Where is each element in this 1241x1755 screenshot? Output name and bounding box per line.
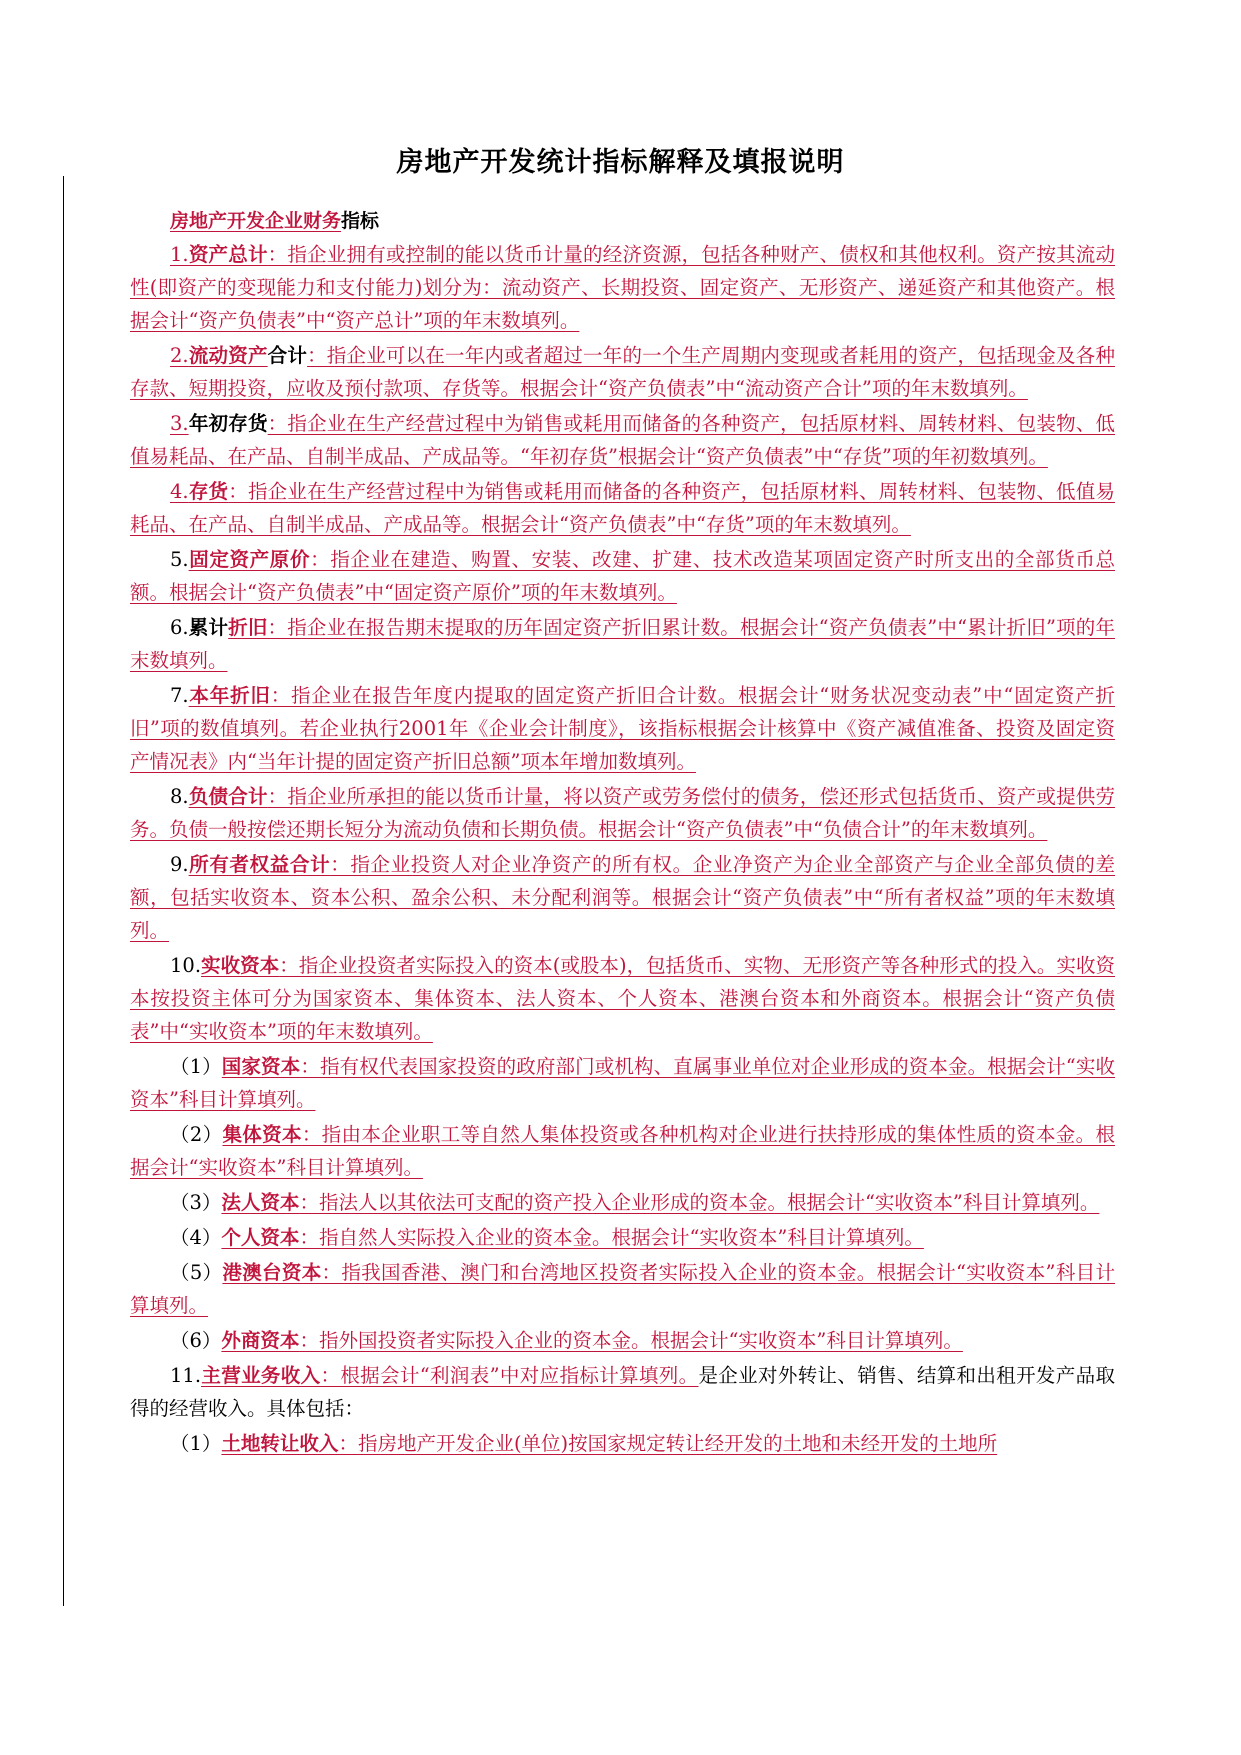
indicator-definition-plain: 是企业对外转让、销售、结算和出租开发产品取得的经营收入。具体包括： <box>130 1364 1115 1420</box>
document-title: 房地产开发统计指标解释及填报说明 <box>396 147 845 178</box>
sub-indicator-definition: ：指房地产开发企业(单位)按国家规定转让经开发的土地和未经开发的土地所 <box>338 1432 998 1455</box>
indicator-term: 资产总计 <box>188 243 268 266</box>
indicator-term-plain: 累计 <box>188 616 229 639</box>
indicator-definition: ：指企业投资人对企业净资产的所有权。企业净资产为企业全部资产与企业全部负债的差额，包括实收资本、资本公积、盈余公积、未分配利润等。根据会计“资产负债表”中“所有者权益”项的年末数填列。 <box>130 853 1115 942</box>
indicator-definition: ：指企业在报告期末提取的历年固定资产折旧累计数。根据会计“资产负债表”中“累计折旧”项的年末数填列。 <box>130 616 1115 672</box>
indicator-paragraph: 1.资产总计：指企业拥有或控制的能以货币计量的经济资源，包括各种财产、债权和其他权利。资产按其流动性(即资产的变现能力和支付能力)划分为：流动资产、长期投资、固定资产、无形资产、递延资产和其他资产。根据会计“资产负债表”中“资产总计”项的年末数填列。 <box>130 243 1115 332</box>
sub-indicator-term: 法人资本 <box>221 1191 300 1214</box>
sub-indicator-definition: ：指有权代表国家投资的政府部门或机构、直属事业单位对企业形成的资本金。根据会计“实收资本”科目计算填列。 <box>130 1055 1115 1111</box>
sub-indicator-paragraph: （5）港澳台资本：指我国香港、澳门和台湾地区投资者实际投入企业的资本金。根据会计“实收资本”科目计算填列。 <box>130 1261 1115 1317</box>
indicator-paragraph: 4.存货：指企业在生产经营过程中为销售或耗用而储备的各种资产，包括原材料、周转材料、包装物、低值易耗品、在产品、自制半成品、产成品等。根据会计“资产负债表”中“存货”项的年末数填列。 <box>130 480 1115 536</box>
section-heading-plain: 指标 <box>341 210 380 232</box>
sub-indicator-term: 外商资本 <box>221 1329 300 1352</box>
sub-indicator-term: 国家资本 <box>221 1055 301 1078</box>
indicator-paragraph: 10.实收资本：指企业投资者实际投入的资本(或股本)，包括货币、实物、无形资产等各种形式的投入。实收资本按投资主体可分为国家资本、集体资本、法人资本、个人资本、港澳台资本和外商资本。根据会计“资产负债表”中“实收资本”项的年末数填列。 <box>130 954 1115 1043</box>
indicator-paragraph: 2.流动资产合计：指企业可以在一年内或者超过一年的一个生产周期内变现或者耗用的资产，包括现金及各种存款、短期投资，应收及预付款项、存货等。根据会计“资产负债表”中“流动资产合计”项的年末数填列。 <box>130 344 1115 400</box>
sub-indicator-definition: ：指法人以其依法可支配的资产投入企业形成的资本金。根据会计“实收资本”科目计算填列。 <box>299 1191 1100 1214</box>
indicator-term: 流动资产 <box>188 344 268 367</box>
document-body <box>130 204 1115 1462</box>
sub-indicator-term: 港澳台资本 <box>222 1261 322 1284</box>
indicator-definition: ：根据会计“利润表”中对应指标计算填列。 <box>320 1364 699 1387</box>
indicator-definition: ：指企业可以在一年内或者超过一年的一个生产周期内变现或者耗用的资产，包括现金及各种存款、短期投资，应收及预付款项、存货等。根据会计“资产负债表”中“流动资产合计”项的年末数填列。 <box>130 344 1115 400</box>
indicator-paragraph: 5.固定资产原价：指企业在建造、购置、安装、改建、扩建、技术改造某项固定资产时所支出的全部货币总额。根据会计“资产负债表”中“固定资产原价”项的年末数填列。 <box>130 548 1115 604</box>
indicator-term: 存货 <box>188 480 229 503</box>
sub-indicator-definition: ：指外国投资者实际投入企业的资本金。根据会计“实收资本”科目计算填列。 <box>299 1329 963 1352</box>
section-heading-inserted: 房地产开发企业财务 <box>170 210 342 232</box>
indicator-paragraph: 9.所有者权益合计：指企业投资人对企业净资产的所有权。企业净资产为企业全部资产与企业全部负债的差额，包括实收资本、资本公积、盈余公积、未分配利润等。根据会计“资产负债表”中“所有者权益”项的年末数填列。 <box>130 853 1115 942</box>
indicator-paragraph: 7.本年折旧：指企业在报告年度内提取的固定资产折旧合计数。根据会计“财务状况变动表”中“固定资产折旧”项的数值填列。若企业执行2001年《企业会计制度》，该指标根据会计核算中《资产减值准备、投资及固定资产情况表》内“当年计提的固定资产折旧总额”项本年增加数填列。 <box>130 684 1115 773</box>
indicator-term: 负债合计 <box>188 785 268 808</box>
indicator-term: 固定资产原价 <box>188 548 311 571</box>
indicator-definition: ：指企业拥有或控制的能以货币计量的经济资源，包括各种财产、债权和其他权利。资产按其流动性(即资产的变现能力和支付能力)划分为：流动资产、长期投资、固定资产、无形资产、递延资产和其他资产。根据会计“资产负债表”中“资产总计”项的年末数填列。 <box>130 243 1115 332</box>
sub-indicator-paragraph: （1）土地转让收入：指房地产开发企业(单位)按国家规定转让经开发的土地和未经开发的土地所 <box>170 1432 998 1455</box>
indicator-definition: ：指企业在报告年度内提取的固定资产折旧合计数。根据会计“财务状况变动表”中“固定资产折旧”项的数值填列。若企业执行2001年《企业会计制度》，该指标根据会计核算中《资产减值准备、投资及固定资产情况表》内“当年计提的固定资产折旧总额”项本年增加数填列。 <box>130 684 1115 773</box>
indicator-term: 主营业务收入 <box>201 1364 321 1387</box>
revision-change-bar <box>63 176 64 1606</box>
indicator-definition: ：指企业在建造、购置、安装、改建、扩建、技术改造某项固定资产时所支出的全部货币总额。根据会计“资产负债表”中“固定资产原价”项的年末数填列。 <box>130 548 1115 604</box>
sub-indicator-term: 土地转让收入 <box>221 1432 339 1455</box>
sub-indicator-paragraph: （4）个人资本：指自然人实际投入企业的资本金。根据会计“实收资本”科目计算填列。 <box>170 1226 924 1249</box>
indicator-term: 本年折旧 <box>188 684 271 707</box>
sub-indicator-definition: ：指自然人实际投入企业的资本金。根据会计“实收资本”科目计算填列。 <box>299 1226 924 1249</box>
indicator-term-plain: 合计 <box>267 344 308 367</box>
indicator-paragraph: 11.主营业务收入：根据会计“利润表”中对应指标计算填列。是企业对外转让、销售、结算和出租开发产品取得的经营收入。具体包括： <box>130 1364 1115 1420</box>
indicator-term: 折旧 <box>228 616 268 639</box>
sub-indicator-paragraph: （1）国家资本：指有权代表国家投资的政府部门或机构、直属事业单位对企业形成的资本金。根据会计“实收资本”科目计算填列。 <box>130 1055 1115 1111</box>
indicator-definition: ：指企业在生产经营过程中为销售或耗用而储备的各种资产，包括原材料、周转材料、包装物、低值易耗品、在产品、自制半成品、产成品等。“年初存货”根据会计“资产负债表”中“存货”项的年初数填列。 <box>130 412 1115 468</box>
sub-indicator-paragraph: （6）外商资本：指外国投资者实际投入企业的资本金。根据会计“实收资本”科目计算填列。 <box>170 1329 963 1352</box>
indicator-paragraph: 6.累计折旧：指企业在报告期末提取的历年固定资产折旧累计数。根据会计“资产负债表”中“累计折旧”项的年末数填列。 <box>130 616 1115 672</box>
section-heading <box>170 204 1115 238</box>
sub-indicator-term: 个人资本 <box>221 1226 300 1249</box>
indicator-paragraph: 3.年初存货：指企业在生产经营过程中为销售或耗用而储备的各种资产，包括原材料、周转材料、包装物、低值易耗品、在产品、自制半成品、产成品等。“年初存货”根据会计“资产负债表”中“存货”项的年初数填列。 <box>130 412 1115 468</box>
sub-indicator-paragraph: （2）集体资本：指由本企业职工等自然人集体投资或各种机构对企业进行扶持形成的集体性质的资本金。根据会计“实收资本”科目计算填列。 <box>130 1123 1115 1179</box>
sub-indicator-paragraph: （3）法人资本：指法人以其依法可支配的资产投入企业形成的资本金。根据会计“实收资本”科目计算填列。 <box>170 1191 1100 1214</box>
indicator-definition: ：指企业所承担的能以货币计量，将以资产或劳务偿付的债务，偿还形式包括货币、资产或提供劳务。负债一般按偿还期长短分为流动负债和长期负债。根据会计“资产负债表”中“负债合计”的年末数填列。 <box>130 785 1115 841</box>
indicator-term: 所有者权益合计 <box>188 853 331 876</box>
indicator-paragraph: 8.负债合计：指企业所承担的能以货币计量，将以资产或劳务偿付的债务，偿还形式包括货币、资产或提供劳务。负债一般按偿还期长短分为流动负债和长期负债。根据会计“资产负债表”中“负债合计”的年末数填列。 <box>130 785 1115 841</box>
sub-indicator-definition: ：指我国香港、澳门和台湾地区投资者实际投入企业的资本金。根据会计“实收资本”科目计算填列。 <box>130 1261 1115 1317</box>
indicator-term: 实收资本 <box>201 954 280 977</box>
indicator-definition: ：指企业在生产经营过程中为销售或耗用而储备的各种资产，包括原材料、周转材料、包装物、低值易耗品、在产品、自制半成品、产成品等。根据会计“资产负债表”中“存货”项的年末数填列。 <box>130 480 1115 536</box>
sub-indicator-definition: ：指由本企业职工等自然人集体投资或各种机构对企业进行扶持形成的集体性质的资本金。根据会计“实收资本”科目计算填列。 <box>130 1123 1115 1179</box>
indicator-term-plain: 年初存货 <box>188 412 268 435</box>
indicator-definition: ：指企业投资者实际投入的资本(或股本)，包括货币、实物、无形资产等各种形式的投入。实收资本按投资主体可分为国家资本、集体资本、法人资本、个人资本、港澳台资本和外商资本。根据会计“资产负债表”中“实收资本”项的年末数填列。 <box>130 954 1115 1043</box>
sub-indicator-term: 集体资本 <box>222 1123 302 1146</box>
